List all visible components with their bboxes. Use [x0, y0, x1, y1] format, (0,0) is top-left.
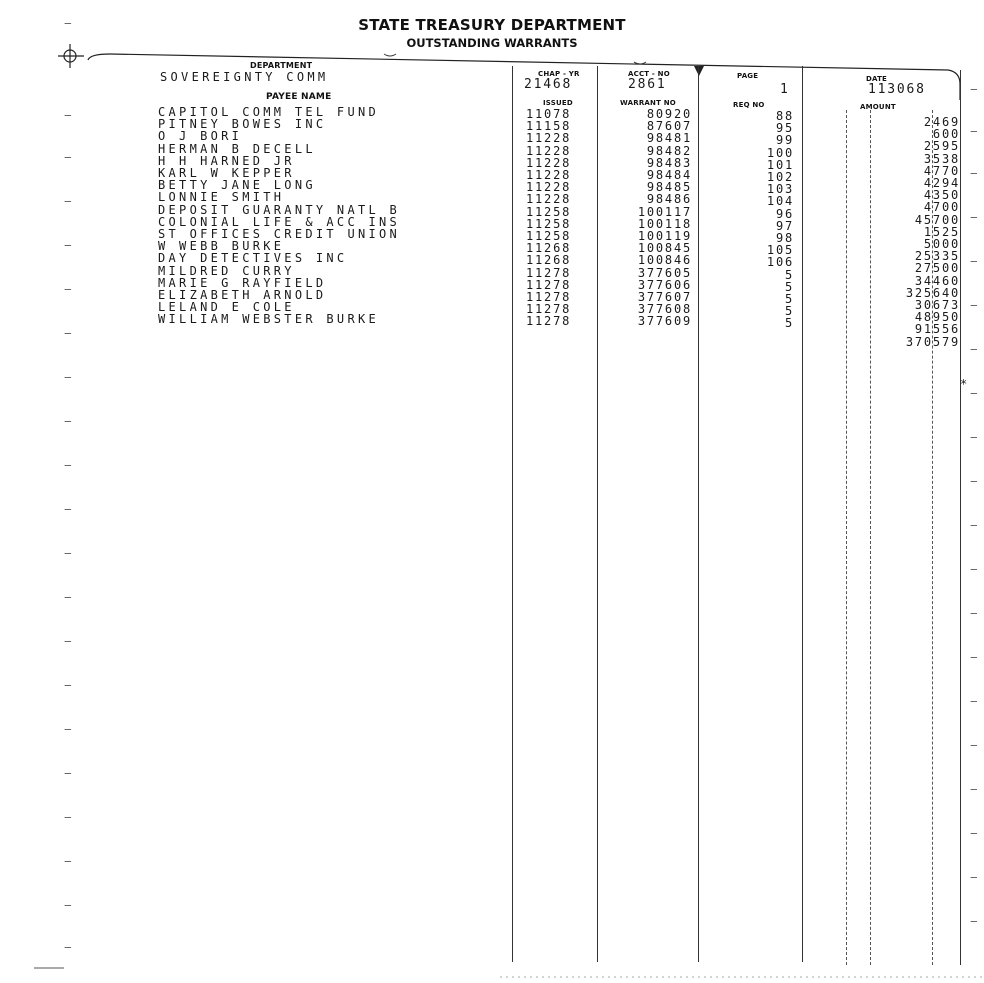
table-cell: 11158 [526, 119, 572, 134]
feed-tick: ‒ [64, 854, 72, 868]
table-cell: 11258 [526, 229, 572, 244]
table-cell: 105 [766, 243, 794, 258]
feed-tick: ‒ [64, 940, 72, 954]
table-cell: 97 [775, 218, 794, 233]
table-row: KARL W KEPPER [158, 166, 295, 181]
total-amount: 370579 [905, 334, 960, 349]
table-cell: 45700 [914, 212, 960, 227]
feed-tick: ‒ [64, 326, 72, 340]
table-row: BETTY JANE LONG [158, 178, 316, 193]
table-row: MILDRED CURRY [158, 263, 295, 278]
table-cell: 99 [775, 133, 794, 148]
feed-tick: ‒ [970, 870, 978, 884]
feed-tick: ‒ [970, 342, 978, 356]
table-cell: 100118 [637, 216, 692, 231]
feed-tick: ‒ [64, 722, 72, 736]
table-cell: 98484 [646, 168, 692, 183]
table-cell: 11258 [526, 204, 572, 219]
table-cell: 600 [932, 127, 960, 142]
table-cell: 48950 [914, 310, 960, 325]
table-cell: 1525 [923, 224, 960, 239]
feed-tick: ‒ [64, 370, 72, 384]
table-cell: 104 [766, 194, 794, 209]
feed-tick: ‒ [970, 124, 978, 138]
table-cell: 98482 [646, 143, 692, 158]
table-cell: 11228 [526, 192, 572, 207]
table-row: DAY DETECTIVES INC [158, 251, 348, 266]
date-value: 113068 [868, 82, 926, 97]
column-divider [698, 66, 699, 962]
table-cell: 4700 [923, 200, 960, 215]
table-cell: 5 [784, 316, 794, 331]
table-cell: 98481 [646, 131, 692, 146]
table-cell: 5000 [923, 237, 960, 252]
table-cell: 11278 [526, 277, 572, 292]
table-cell: 11278 [526, 265, 572, 280]
feed-tick: ‒ [64, 590, 72, 604]
table-cell: 95 [775, 121, 794, 136]
table-row: LELAND E COLE [158, 300, 295, 315]
table-cell: 325640 [905, 285, 960, 300]
feed-tick: ‒ [64, 108, 72, 122]
table-row: HERMAN B DECELL [158, 141, 316, 156]
table-cell: 11228 [526, 168, 572, 183]
table-cell: 106 [766, 255, 794, 270]
table-cell: 91556 [914, 322, 960, 337]
table-cell: 2595 [923, 139, 960, 154]
feed-tick: ‒ [64, 414, 72, 428]
table-cell: 101 [766, 157, 794, 172]
feed-tick: ‒ [970, 430, 978, 444]
acct-no-value: 2861 [628, 77, 667, 92]
feed-tick: ‒ [64, 678, 72, 692]
req-no-column [700, 110, 794, 330]
table-cell: 11258 [526, 216, 572, 231]
table-cell: 11228 [526, 143, 572, 158]
acct-no-label: ACCT - NO [628, 70, 670, 78]
feed-tick: ‒ [970, 166, 978, 180]
table-cell: 100117 [637, 204, 692, 219]
table-row: WILLIAM WEBSTER BURKE [158, 312, 380, 327]
table-cell: 11228 [526, 180, 572, 195]
date-label: DATE [866, 75, 888, 83]
document-subtitle: OUTSTANDING WARRANTS [406, 36, 578, 50]
feed-tick: ‒ [64, 766, 72, 780]
feed-tick: ‒ [64, 810, 72, 824]
table-cell: 11228 [526, 155, 572, 170]
table-cell: 25335 [914, 249, 960, 264]
payee-column [158, 106, 400, 326]
table-cell: 87607 [646, 119, 692, 134]
feed-tick: ‒ [64, 898, 72, 912]
table-cell: 377607 [637, 290, 692, 305]
table-cell: 377608 [637, 302, 692, 317]
table-cell: 98485 [646, 180, 692, 195]
feed-tick: ‒ [970, 562, 978, 576]
chap-yr-label: CHAP - YR [538, 70, 580, 78]
table-cell: 2469 [923, 115, 960, 129]
amount-right-border [960, 70, 961, 965]
table-cell: 98483 [646, 155, 692, 170]
feed-tick: ‒ [64, 458, 72, 472]
issued-column [526, 108, 571, 328]
feed-tick: ‒ [64, 238, 72, 252]
feed-tick: ‒ [970, 738, 978, 752]
feed-tick: ‒ [970, 914, 978, 928]
table-row: PITNEY BOWES INC [158, 117, 327, 132]
table-cell: 5 [784, 292, 794, 307]
table-row: MARIE G RAYFIELD [158, 275, 327, 290]
table-cell: 102 [766, 170, 794, 185]
feed-tick: ‒ [970, 474, 978, 488]
table-cell: 377606 [637, 277, 692, 292]
table-cell: 5 [784, 304, 794, 319]
table-cell: 96 [775, 206, 794, 221]
req-no-header: REQ NO [733, 101, 765, 109]
table-cell: 100 [766, 145, 794, 160]
table-row: DEPOSIT GUARANTY NATL B [158, 202, 401, 217]
feed-tick: ‒ [970, 694, 978, 708]
table-cell: 27500 [914, 261, 960, 276]
table-cell: 11278 [526, 314, 572, 329]
table-cell: 98486 [646, 192, 692, 207]
amount-guide-line [846, 110, 847, 965]
column-divider [802, 66, 803, 962]
feed-tick: ‒ [64, 634, 72, 648]
department-value: SOVEREIGNTY COMM [160, 70, 329, 84]
feed-tick: ‒ [64, 502, 72, 516]
feed-tick: ‒ [970, 210, 978, 224]
table-cell: 98 [775, 231, 794, 246]
table-row: W WEBB BURKE [158, 239, 285, 254]
feed-tick: ‒ [970, 782, 978, 796]
table-cell: 3538 [923, 151, 960, 166]
feed-tick: ‒ [970, 518, 978, 532]
feed-tick: ‒ [64, 16, 72, 30]
feed-tick: ‒ [64, 282, 72, 296]
feed-tick: ‒ [970, 606, 978, 620]
issued-header: ISSUED [543, 99, 573, 107]
feed-tick: ‒ [970, 82, 978, 96]
table-cell: 4350 [923, 188, 960, 203]
table-row: LONNIE SMITH [158, 190, 285, 205]
feed-tick: ‒ [64, 194, 72, 208]
feed-tick: ‒ [970, 650, 978, 664]
amount-column [850, 116, 960, 348]
total-marker: * [960, 377, 968, 391]
table-row: H H HARNED JR [158, 153, 295, 168]
column-divider [512, 66, 513, 962]
warrant-column [598, 108, 692, 328]
table-cell: 11078 [526, 107, 572, 121]
table-cell: 11268 [526, 241, 572, 256]
table-cell: 100845 [637, 241, 692, 256]
feed-tick: ‒ [970, 254, 978, 268]
chap-yr-value: 21468 [524, 77, 573, 92]
table-cell: 4770 [923, 163, 960, 178]
table-cell: 30673 [914, 298, 960, 313]
payee-name-header: PAYEE NAME [266, 92, 332, 102]
table-cell: 11228 [526, 131, 572, 146]
department-label: DEPARTMENT [250, 61, 313, 70]
table-cell: 103 [766, 182, 794, 197]
feed-tick: ‒ [64, 546, 72, 560]
feed-tick: ‒ [970, 298, 978, 312]
table-cell: 5 [784, 267, 794, 282]
feed-tick: ‒ [64, 150, 72, 164]
page-value: 1 [780, 82, 788, 97]
table-cell: 4294 [923, 176, 960, 191]
table-cell: 88 [775, 109, 794, 123]
table-cell: 11278 [526, 290, 572, 305]
table-row: CAPITOL COMM TEL FUND [158, 105, 380, 119]
warrant-no-header: WARRANT NO [620, 99, 676, 107]
document-title: STATE TREASURY DEPARTMENT [358, 16, 626, 34]
table-cell: 377605 [637, 265, 692, 280]
table-cell: 100119 [637, 229, 692, 244]
page-label: PAGE [737, 72, 759, 80]
table-row: COLONIAL LIFE & ACC INS [158, 214, 401, 229]
amount-header: AMOUNT [860, 103, 896, 111]
table-cell: 377609 [637, 314, 692, 329]
feed-tick: ‒ [970, 826, 978, 840]
table-row: ST OFFICES CREDIT UNION [158, 227, 401, 242]
table-row: ELIZABETH ARNOLD [158, 288, 327, 303]
table-cell: 11278 [526, 302, 572, 317]
table-row: O J BORI [158, 129, 243, 144]
table-cell: 5 [784, 279, 794, 294]
feed-tick: ‒ [970, 386, 978, 400]
table-cell: 34460 [914, 273, 960, 288]
table-cell: 11268 [526, 253, 572, 268]
table-cell: 100846 [637, 253, 692, 268]
table-cell: 80920 [646, 107, 692, 121]
